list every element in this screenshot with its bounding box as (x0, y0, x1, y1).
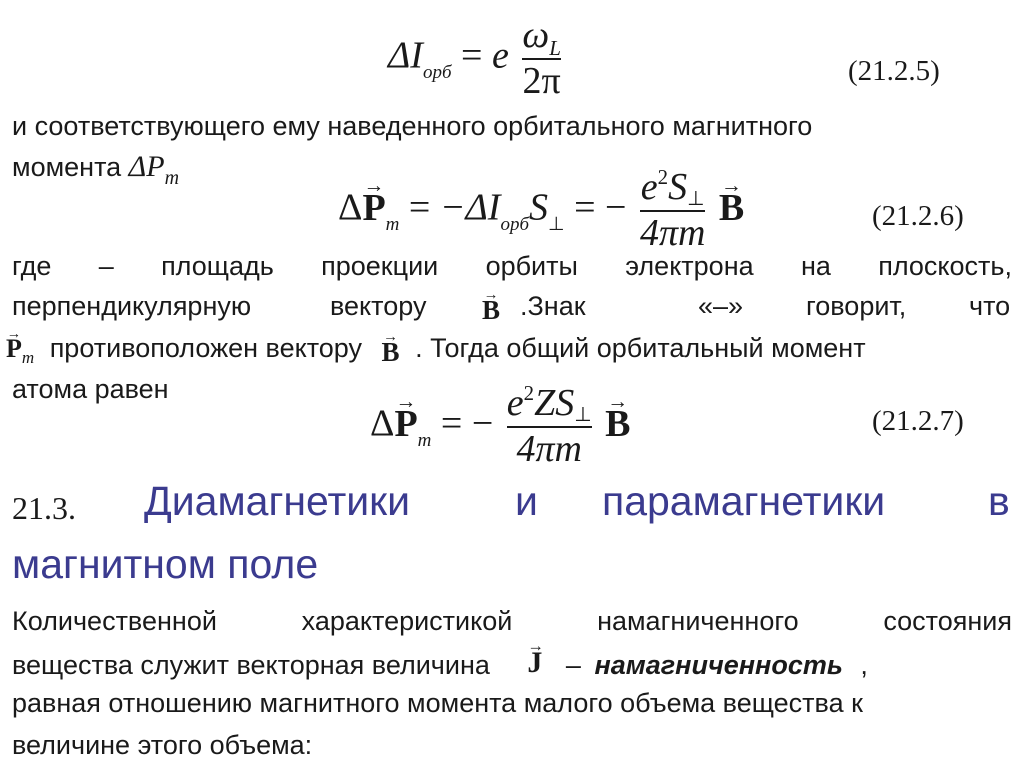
orb-subscript: орб (422, 61, 452, 83)
paragraph-line (12, 291, 1012, 325)
four-pi-m: 4πm (639, 211, 706, 254)
squared: 2 (523, 381, 535, 406)
b-vector: → B (605, 402, 630, 446)
p-vector: → P (362, 186, 385, 230)
m-subscript: m (164, 167, 180, 189)
four-pi-m: 4πm (516, 427, 582, 470)
squared: 2 (657, 165, 669, 190)
heading-word: парамагнетики (602, 478, 886, 524)
perp-subscript: ⊥ (687, 188, 705, 210)
s-symbol: S (668, 166, 688, 208)
e-symbol: e (640, 166, 658, 208)
paragraph-line (12, 608, 1012, 635)
equals-minus: = − (440, 402, 494, 445)
b-vector: → B (719, 186, 744, 230)
equation-21-2-6 (338, 165, 745, 254)
fraction (506, 381, 592, 470)
delta: Δ (370, 402, 395, 445)
paragraph-line (6, 333, 866, 367)
text: вещества служит векторная величина (12, 650, 490, 680)
s-symbol: S (529, 186, 548, 229)
text: противоположен вектору (49, 333, 363, 363)
orb-subscript: орб (500, 213, 529, 235)
j-vector: → J (527, 648, 542, 678)
perp-subscript: ⊥ (574, 404, 592, 426)
equation-number-21-2-5: (21.2.5) (848, 55, 940, 87)
word: говорит, (806, 291, 907, 321)
word: площадь (161, 251, 274, 281)
equation-21-2-7 (370, 381, 631, 470)
text: . Тогда общий орбитальный момент (415, 333, 866, 363)
two-pi: 2π (522, 59, 561, 102)
paragraph-line: равная отношению магнитного момента малого объема вещества к (12, 688, 863, 718)
paragraph-line: величине этого объема: (12, 730, 313, 760)
omega-subscript: L (549, 36, 561, 60)
word: характеристикой (301, 606, 513, 636)
word: – (98, 251, 114, 281)
heading-word: в (988, 478, 1010, 524)
e-symbol: e (506, 382, 524, 424)
equation-21-2-5 (388, 16, 565, 102)
charge-symbol: e (491, 34, 509, 77)
fraction (639, 165, 706, 254)
equals-sign: = (461, 34, 483, 77)
delta-p-symbol: ΔP (128, 150, 165, 183)
word: Количественной (12, 606, 217, 636)
omega-symbol: ω (522, 14, 550, 56)
b-vector: → B (482, 297, 500, 324)
word: электрона (625, 251, 754, 281)
word: проекции (321, 251, 439, 281)
equals-minus: = − (574, 186, 627, 229)
section-number: 21.3. (12, 490, 76, 526)
comma: , (860, 650, 868, 680)
word: .Знак (520, 291, 586, 321)
delta: Δ (338, 186, 363, 229)
p-vector: → P (6, 336, 22, 362)
perp-subscript: ⊥ (548, 213, 565, 235)
word: где (12, 251, 52, 281)
paragraph-line: и соответствующего ему наведенного орбитального магнитного (12, 111, 813, 141)
word: плоскость, (878, 251, 1012, 281)
equation-number-21-2-6: (21.2.6) (872, 200, 964, 232)
dash: – (565, 650, 581, 680)
m-subscript: m (385, 213, 400, 235)
heading-word: и (515, 478, 538, 524)
magnetization-term: намагниченность (594, 650, 843, 680)
moment-word: момента (12, 152, 122, 182)
word: вектору (330, 291, 427, 321)
p-vector: → P (394, 402, 417, 446)
fraction (522, 16, 561, 102)
paragraph-line (12, 646, 868, 680)
word: что (969, 291, 1011, 321)
word: намагниченного (597, 606, 799, 636)
minus-delta-i: −ΔI (439, 186, 501, 229)
m-subscript: m (21, 348, 35, 367)
paragraph-line: атома равен (12, 374, 169, 404)
word: на (800, 251, 831, 281)
section-heading (12, 478, 1012, 528)
equation-number-21-2-7: (21.2.7) (872, 405, 964, 437)
word: перпендикулярную (12, 291, 252, 321)
word: «–» (698, 291, 744, 321)
word: орбиты (485, 251, 578, 281)
equals-sign: = (408, 186, 431, 229)
heading-word: Диамагнетики (144, 478, 411, 524)
delta-i-symbol: ΔI (388, 34, 423, 77)
section-heading-line2: магнитном поле (12, 541, 319, 587)
zs-symbol: ZS (534, 382, 575, 424)
paragraph-line (12, 253, 1012, 280)
paragraph-line (12, 150, 180, 189)
b-vector: → B (382, 339, 400, 366)
m-subscript: m (417, 429, 432, 451)
word: состояния (883, 606, 1012, 636)
